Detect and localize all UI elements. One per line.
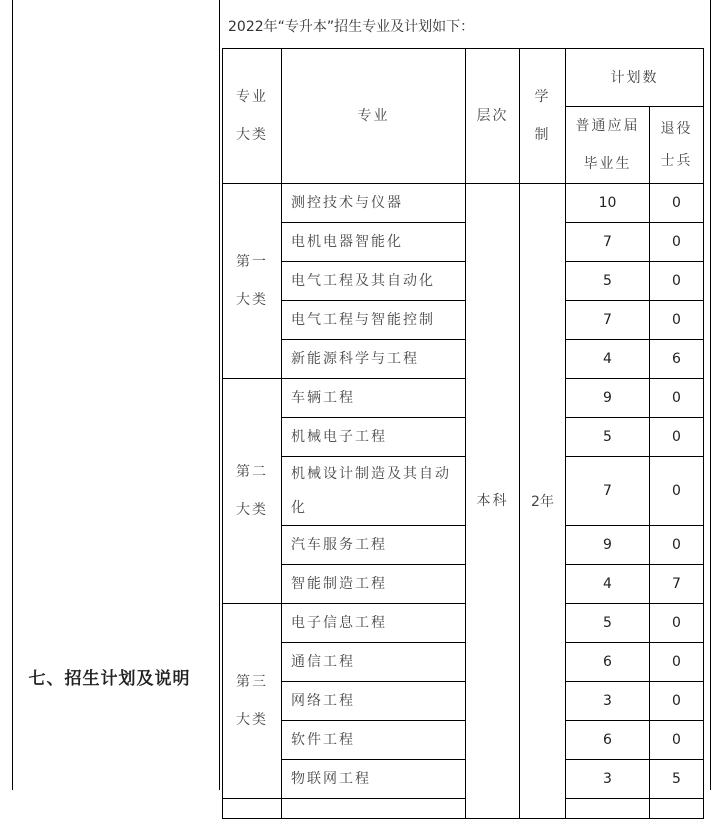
- table-row: [223, 526, 704, 565]
- major-name: 车辆工程: [282, 379, 466, 418]
- major-name: 电子信息工程: [282, 604, 466, 643]
- veterans-count: 7: [650, 565, 704, 604]
- major-name: 机械电子工程: [282, 418, 466, 457]
- graduates-count: 4: [566, 340, 650, 379]
- header-major: 专业: [282, 49, 466, 184]
- category-cell: 第三 大类: [223, 604, 282, 799]
- graduates-count: 9: [566, 526, 650, 565]
- veterans-count: 0: [650, 526, 704, 565]
- table-row: [223, 262, 704, 301]
- veterans-count: 0: [650, 379, 704, 418]
- table-row: [223, 457, 704, 526]
- major-name: 电气工程与智能控制: [282, 301, 466, 340]
- intro-text: 2022年“专升本”招生专业及计划如下：: [228, 19, 475, 35]
- veterans-count: 5: [650, 760, 704, 799]
- table-row: [223, 643, 704, 682]
- graduates-count: 7: [566, 301, 650, 340]
- table-row: [223, 565, 704, 604]
- header-duration: 学 制: [520, 49, 566, 184]
- table-row: [223, 379, 704, 418]
- category-cell: 第二 大类: [223, 379, 282, 604]
- major-name: 测控技术与仪器: [282, 184, 466, 223]
- major-name: 物联网工程: [282, 760, 466, 799]
- veterans-count: 0: [650, 184, 704, 223]
- veterans-count: 0: [650, 262, 704, 301]
- graduates-count: 3: [566, 682, 650, 721]
- empty-cell: [282, 799, 466, 819]
- graduates-count: 4: [566, 565, 650, 604]
- header-veterans: 退役 士兵: [650, 107, 704, 184]
- graduates-count: 9: [566, 379, 650, 418]
- veterans-count: 6: [650, 340, 704, 379]
- table-row: [223, 184, 704, 223]
- section-title: 七、招生计划及说明: [28, 669, 191, 689]
- major-name: 软件工程: [282, 721, 466, 760]
- veterans-count: 0: [650, 301, 704, 340]
- graduates-count: 6: [566, 643, 650, 682]
- duration-cell: 2年: [520, 184, 566, 819]
- graduates-count: 3: [566, 760, 650, 799]
- table-row: [223, 760, 704, 799]
- header-category: 专业 大类: [223, 49, 282, 184]
- table-row: [223, 301, 704, 340]
- graduates-count: 7: [566, 223, 650, 262]
- major-name: 电机电器智能化: [282, 223, 466, 262]
- veterans-count: 0: [650, 721, 704, 760]
- empty-cell: [223, 799, 282, 819]
- empty-cell: [566, 799, 650, 819]
- table-row: [223, 721, 704, 760]
- major-name: 网络工程: [282, 682, 466, 721]
- veterans-count: 0: [650, 223, 704, 262]
- enrollment-plan-table: [222, 48, 704, 819]
- table-row: [223, 223, 704, 262]
- major-name: 电气工程及其自动化: [282, 262, 466, 301]
- major-name: 新能源科学与工程: [282, 340, 466, 379]
- graduates-count: 7: [566, 457, 650, 526]
- major-name: 机械设计制造及其自动化: [282, 457, 466, 526]
- column-divider: [219, 0, 220, 790]
- graduates-count: 6: [566, 721, 650, 760]
- header-level: 层次: [466, 49, 520, 184]
- table-row: [223, 604, 704, 643]
- major-name: 通信工程: [282, 643, 466, 682]
- table-row-continuation: [223, 799, 704, 819]
- veterans-count: 0: [650, 643, 704, 682]
- empty-cell: [650, 799, 704, 819]
- table-row: [223, 418, 704, 457]
- table-row: [223, 682, 704, 721]
- graduates-count: 10: [566, 184, 650, 223]
- veterans-count: 0: [650, 604, 704, 643]
- level-cell: 本科: [466, 184, 520, 819]
- table-row: [223, 340, 704, 379]
- major-name: 汽车服务工程: [282, 526, 466, 565]
- header-graduates: 普通应届 毕业生: [566, 107, 650, 184]
- header-plan: 计划数: [566, 49, 704, 107]
- category-cell: 第一 大类: [223, 184, 282, 379]
- veterans-count: 0: [650, 457, 704, 526]
- veterans-count: 0: [650, 418, 704, 457]
- major-name: 智能制造工程: [282, 565, 466, 604]
- graduates-count: 5: [566, 604, 650, 643]
- graduates-count: 5: [566, 262, 650, 301]
- graduates-count: 5: [566, 418, 650, 457]
- veterans-count: 0: [650, 682, 704, 721]
